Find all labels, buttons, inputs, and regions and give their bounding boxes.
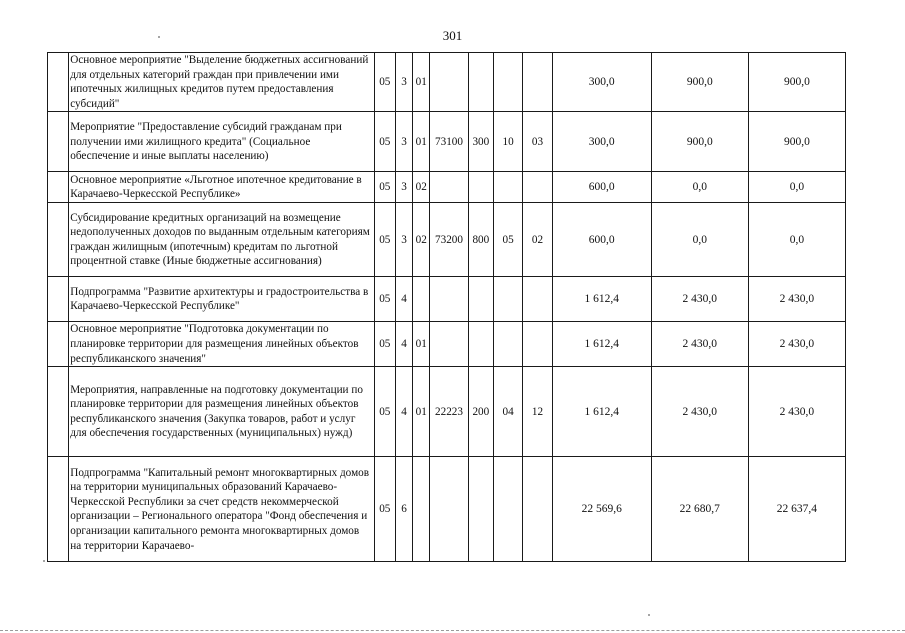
code-cell-c2: 4 xyxy=(395,277,412,322)
code-cell-c5 xyxy=(468,457,493,562)
code-cell-c2: 4 xyxy=(395,367,412,457)
code-cell-c1: 05 xyxy=(374,53,395,112)
row-margin-cell xyxy=(48,53,69,112)
code-cell-c1: 05 xyxy=(374,172,395,203)
amount-cell-v1: 300,0 xyxy=(552,112,651,172)
amount-cell-v2: 2 430,0 xyxy=(651,367,748,457)
table-row xyxy=(48,277,846,322)
row-name-cell: Мероприятие "Предоставление субсидий гражданам при получении ими жилищного кредита" (Социальное обеспечение и иные выплаты населению) xyxy=(69,112,374,172)
code-cell-c7 xyxy=(523,172,552,203)
amount-cell-v2: 0,0 xyxy=(651,172,748,203)
row-margin-cell xyxy=(48,322,69,367)
code-cell-c6 xyxy=(493,53,522,112)
code-cell-c6 xyxy=(493,172,522,203)
code-cell-c3: 01 xyxy=(413,322,430,367)
code-cell-c7: 02 xyxy=(523,203,552,277)
code-cell-c6: 04 xyxy=(493,367,522,457)
code-cell-c6 xyxy=(493,457,522,562)
amount-cell-v1: 1 612,4 xyxy=(552,277,651,322)
amount-cell-v3: 2 430,0 xyxy=(748,322,845,367)
scan-speck xyxy=(43,560,45,562)
code-cell-c6: 05 xyxy=(493,203,522,277)
table-row xyxy=(48,457,846,562)
row-margin-cell xyxy=(48,367,69,457)
scan-speck xyxy=(158,36,160,38)
code-cell-c7: 03 xyxy=(523,112,552,172)
amount-cell-v1: 300,0 xyxy=(552,53,651,112)
amount-cell-v3: 2 430,0 xyxy=(748,367,845,457)
table-row xyxy=(48,203,846,277)
row-margin-cell xyxy=(48,112,69,172)
code-cell-c2: 3 xyxy=(395,53,412,112)
row-name-cell: Мероприятия, направленные на подготовку документации по планировке территории для размещения линейных объектов республиканского значения (Закупка товаров, работ и услуг для обеспечения государственных (муниципальных) нужд) xyxy=(69,367,374,457)
code-cell-c3: 01 xyxy=(413,53,430,112)
table-row xyxy=(48,367,846,457)
code-cell-c5 xyxy=(468,277,493,322)
table-row xyxy=(48,322,846,367)
code-cell-c4 xyxy=(430,457,468,562)
row-name-cell: Основное мероприятие "Выделение бюджетных ассигнований для отдельных категорий граждан при привлечении ими ипотечных жилищных кредитов путем предоставления субсидий" xyxy=(69,53,374,112)
scan-edge xyxy=(0,630,905,632)
code-cell-c5 xyxy=(468,172,493,203)
code-cell-c6 xyxy=(493,277,522,322)
row-name-cell: Основное мероприятие "Подготовка документации по планировке территории для размещения линейных объектов республиканского значения" xyxy=(69,322,374,367)
code-cell-c2: 3 xyxy=(395,112,412,172)
row-name-cell: Основное мероприятие «Льготное ипотечное кредитование в Карачаево-Черкесской Республике» xyxy=(69,172,374,203)
code-cell-c2: 3 xyxy=(395,203,412,277)
amount-cell-v2: 0,0 xyxy=(651,203,748,277)
amount-cell-v2: 22 680,7 xyxy=(651,457,748,562)
budget-table xyxy=(47,52,846,562)
code-cell-c2: 6 xyxy=(395,457,412,562)
code-cell-c6 xyxy=(493,322,522,367)
code-cell-c1: 05 xyxy=(374,277,395,322)
code-cell-c7 xyxy=(523,457,552,562)
code-cell-c1: 05 xyxy=(374,322,395,367)
code-cell-c3: 01 xyxy=(413,112,430,172)
row-name-cell: Субсидирование кредитных организаций на возмещение недополученных доходов по выданным отдельным категориям граждан жилищным (ипотечным) кредитам по льготной процентной ставке (Иные бюджетные ассигнования) xyxy=(69,203,374,277)
row-margin-cell xyxy=(48,457,69,562)
code-cell-c3: 01 xyxy=(413,367,430,457)
code-cell-c4: 73200 xyxy=(430,203,468,277)
code-cell-c2: 3 xyxy=(395,172,412,203)
code-cell-c4 xyxy=(430,277,468,322)
amount-cell-v2: 2 430,0 xyxy=(651,322,748,367)
code-cell-c1: 05 xyxy=(374,457,395,562)
row-name-cell: Подпрограмма "Развитие архитектуры и градостроительства в Карачаево-Черкесской Республике" xyxy=(69,277,374,322)
code-cell-c2: 4 xyxy=(395,322,412,367)
code-cell-c5: 300 xyxy=(468,112,493,172)
amount-cell-v1: 22 569,6 xyxy=(552,457,651,562)
amount-cell-v3: 0,0 xyxy=(748,172,845,203)
code-cell-c5 xyxy=(468,322,493,367)
amount-cell-v1: 1 612,4 xyxy=(552,322,651,367)
row-margin-cell xyxy=(48,277,69,322)
amount-cell-v3: 900,0 xyxy=(748,53,845,112)
code-cell-c6: 10 xyxy=(493,112,522,172)
amount-cell-v2: 900,0 xyxy=(651,112,748,172)
row-margin-cell xyxy=(48,203,69,277)
code-cell-c4 xyxy=(430,172,468,203)
amount-cell-v1: 600,0 xyxy=(552,203,651,277)
code-cell-c1: 05 xyxy=(374,112,395,172)
scan-speck xyxy=(648,614,650,616)
amount-cell-v2: 900,0 xyxy=(651,53,748,112)
amount-cell-v1: 600,0 xyxy=(552,172,651,203)
table-row xyxy=(48,172,846,203)
amount-cell-v3: 22 637,4 xyxy=(748,457,845,562)
amount-cell-v3: 2 430,0 xyxy=(748,277,845,322)
amount-cell-v2: 2 430,0 xyxy=(651,277,748,322)
code-cell-c7 xyxy=(523,322,552,367)
amount-cell-v3: 900,0 xyxy=(748,112,845,172)
code-cell-c5 xyxy=(468,53,493,112)
code-cell-c5: 800 xyxy=(468,203,493,277)
code-cell-c4: 73100 xyxy=(430,112,468,172)
code-cell-c3: 02 xyxy=(413,203,430,277)
amount-cell-v3: 0,0 xyxy=(748,203,845,277)
page-number: 301 xyxy=(442,28,463,43)
table-row xyxy=(48,53,846,112)
code-cell-c4 xyxy=(430,322,468,367)
code-cell-c7: 12 xyxy=(523,367,552,457)
row-margin-cell xyxy=(48,172,69,203)
code-cell-c4: 22223 xyxy=(430,367,468,457)
code-cell-c3: 02 xyxy=(413,172,430,203)
code-cell-c3 xyxy=(413,457,430,562)
row-name-cell: Подпрограмма "Капитальный ремонт многоквартирных домов на территории муниципальных образований Карачаево-Черкесской Республики за счет средств некоммерческой организации – Регионального оператора "Фонд обеспечения и организации капитального ремонта многоквартирных домов на территории Карачаево- xyxy=(69,457,374,562)
table-row xyxy=(48,112,846,172)
code-cell-c1: 05 xyxy=(374,367,395,457)
code-cell-c5: 200 xyxy=(468,367,493,457)
code-cell-c4 xyxy=(430,53,468,112)
code-cell-c3 xyxy=(413,277,430,322)
code-cell-c1: 05 xyxy=(374,203,395,277)
code-cell-c7 xyxy=(523,53,552,112)
code-cell-c7 xyxy=(523,277,552,322)
amount-cell-v1: 1 612,4 xyxy=(552,367,651,457)
